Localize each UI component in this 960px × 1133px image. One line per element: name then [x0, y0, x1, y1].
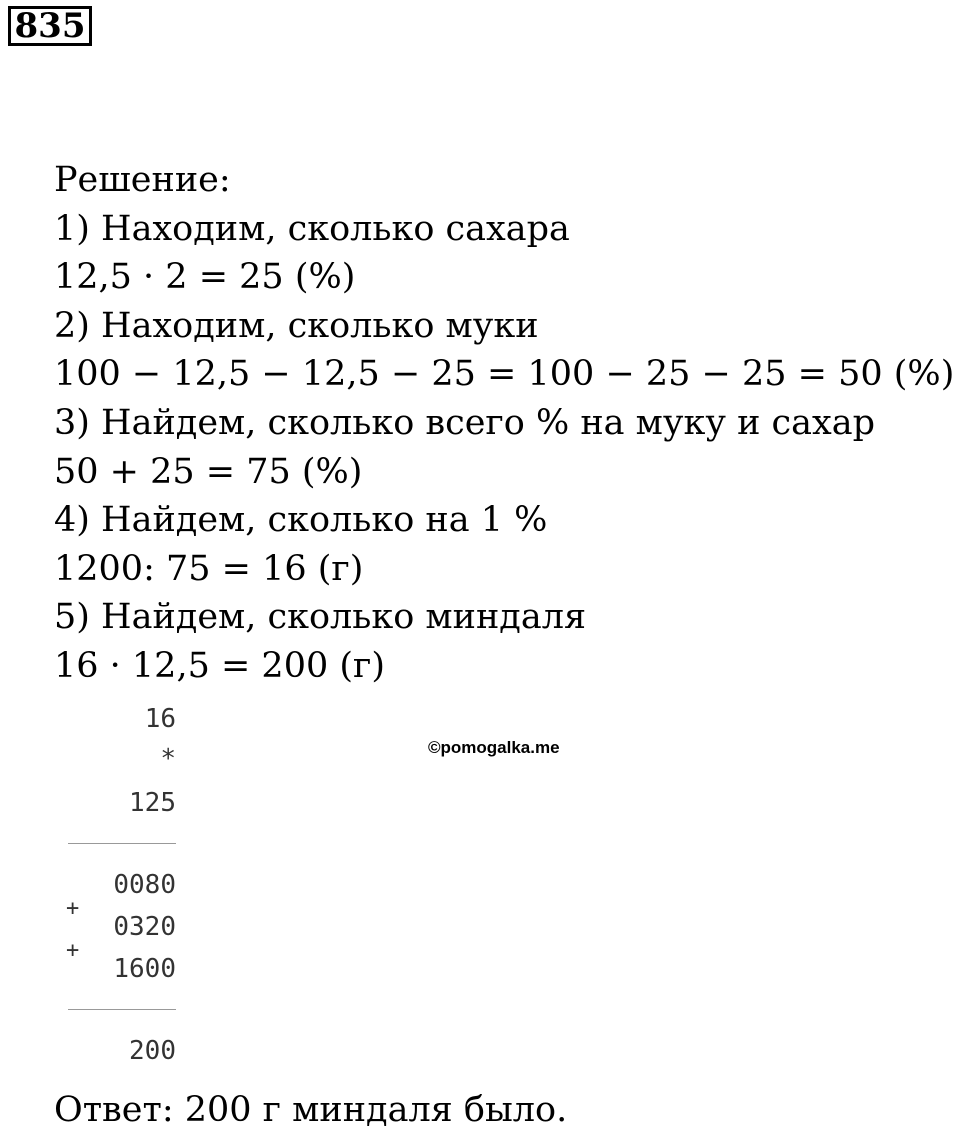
watermark: ©pomogalka.me [428, 738, 560, 757]
step-5-title: 5) Найдем, сколько миндаля [54, 597, 587, 638]
second-rule-line [68, 1009, 176, 1010]
step-5-equation: 16 · 12,5 = 200 (г) [54, 645, 385, 686]
solution-block [54, 156, 960, 691]
partial-product-3: 1600 [113, 954, 176, 984]
step-4-equation: 1200: 75 = 16 (г) [54, 548, 364, 589]
solution-heading: Решение: [54, 160, 231, 200]
step-2-equation: 100 − 12,5 − 12,5 − 25 = 100 − 25 − 25 = 50 (%) [54, 354, 955, 395]
step-1-equation: 12,5 · 2 = 25 (%) [54, 257, 356, 298]
task-number-box [8, 6, 92, 46]
task-number: 835 [14, 6, 86, 46]
plus-sign-2: + [66, 938, 80, 963]
step-3-title: 3) Найдем, сколько всего % на муку и сахар [54, 402, 876, 443]
multiplicand: 16 [144, 704, 176, 734]
step-1-title: 1) Находим, сколько сахара [54, 208, 570, 249]
multiplication-result: 200 [129, 1036, 176, 1066]
step-4-title: 4) Найдем, сколько на 1 % [54, 500, 548, 541]
partial-product-1: 0080 [113, 870, 176, 900]
step-3-equation: 50 + 25 = 75 (%) [54, 451, 363, 492]
multiply-operator: * [160, 744, 176, 774]
answer-line: Ответ: 200 г миндаля было. [54, 1090, 568, 1130]
multiplier: 125 [129, 788, 176, 818]
plus-sign-1: + [66, 896, 80, 921]
step-2-title: 2) Находим, сколько муки [54, 305, 539, 346]
partial-product-2: 0320 [113, 912, 176, 942]
first-rule-line [68, 843, 176, 844]
